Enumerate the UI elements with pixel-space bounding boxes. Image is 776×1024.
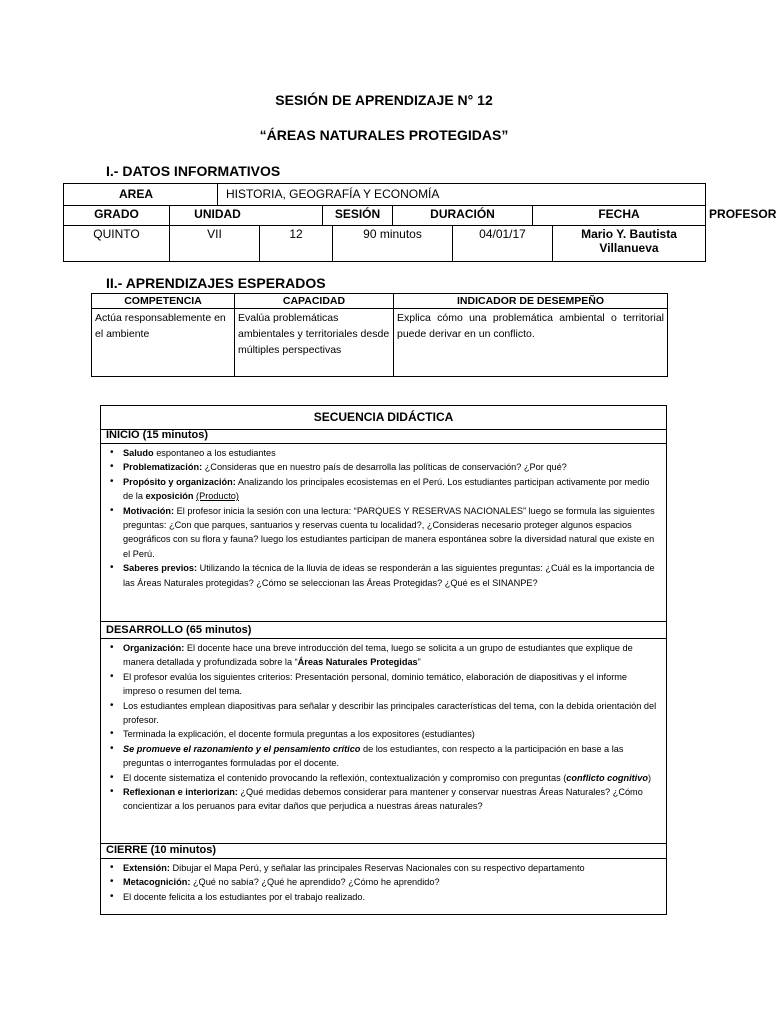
desarrollo-heading: DESARROLLO (65 minutos) [101,624,666,639]
list-item: • Saberes previos: Utilizando la técnica de la lluvia de ideas se responderán a las siguientes preguntas: ¿Cuál es la importancia de las Áreas Naturales protegidas? ¿Cómo se seleccionan las Áreas Protegidas? ¿Qué es el SINANPE? [123,561,660,590]
list-item: • Reflexionan e interiorizan: ¿Qué medidas debemos considerar para mantener y conservar nuestras Áreas Naturales? ¿Cómo concientizar a los peruanos para evitar daños que perjudica a nuestras áreas naturales? [123,785,660,814]
list-item: • Organización: El docente hace una breve introducción del tema, luego se solicita a un grupo de estudiantes que explique de manera detallada y profundizada sobre la “Áreas Naturales Protegidas” [123,641,660,670]
secuencia-title: SECUENCIA DIDÁCTICA [101,406,666,430]
inicio-section [101,429,666,621]
cierre-list [101,859,666,904]
aprendizajes-heading: II.- APRENDIZAJES ESPERADOS [106,275,326,291]
session-title: SESIÓN DE APRENDIZAJE N° 12 [275,92,493,108]
indicador-header: INDICADOR DE DESEMPEÑO [394,294,668,309]
inicio-list [101,444,666,590]
col-header: GRADO [64,206,170,226]
capacidad-header: CAPACIDAD [235,294,394,309]
competencia-value: Actúa responsablemente en el ambiente [92,309,235,377]
list-item: • El docente sistematiza el contenido provocando la reflexión, contextualización y compromiso con preguntas (conflicto cognitivo) [123,771,660,785]
col-header: UNIDAD [170,206,323,226]
cierre-section [101,843,666,914]
list-item: • Los estudiantes emplean diapositivas para señalar y describir las principales características del tema, con la debida orientación del profesor. [123,699,660,728]
datos-heading: I.- DATOS INFORMATIVOS [106,163,281,179]
list-item: • Metacognición: ¿Qué no sabía? ¿Qué he aprendido? ¿Cómo he aprendido? [123,875,660,889]
list-item: • Extensión: Dibujar el Mapa Perú, y señalar las principales Reservas Nacionales con su respectivo departamento [123,861,660,875]
capacidad-value: Evalúa problemáticas ambientales y territoriales desde múltiples perspectivas [235,309,394,377]
secuencia-didactica [100,405,667,915]
area-value: HISTORIA, GEOGRAFÍA Y ECONOMÍA [218,184,706,206]
area-label: AREA [64,184,218,206]
desarrollo-list [101,639,666,814]
list-item: • Problematización: ¿Consideras que en nuestro país de desarrolla las políticas de conservación? ¿Por qué? [123,460,660,474]
datos-values-table [63,225,706,262]
unidad-value: VII [170,226,260,262]
list-item: • Propósito y organización: Analizando los principales ecosistemas en el Perú. Los estudiantes participan activamente por medio de la exposición (Producto) [123,475,660,504]
fecha-value: 04/01/17 [453,226,553,262]
list-item: • Motivación: El profesor inicia la sesión con una lectura: “PARQUES Y RESERVAS NACIONALES” luego se formula las siguientes preguntas: ¿Con que parques, santuarios y reservas cuenta tu localidad?, ¿Consideras necesario proteger algunos espacios geográficos con su flora y fauna? luego los estudiantes participan de manera espontánea sobre la diversidad natural que existe en el Perú. [123,504,660,562]
sesion-value: 12 [260,226,333,262]
grado-value: QUINTO [64,226,170,262]
col-header: SESIÓN [323,206,393,226]
list-item: • El profesor evalúa los siguientes criterios: Presentación personal, dominio temático, elaboración de diapositivas y el informe impreso o resumen del tema. [123,670,660,699]
competencia-header: COMPETENCIA [92,294,235,309]
desarrollo-section [101,621,666,844]
col-header: DURACIÓN [393,206,533,226]
list-item: • Se promueve el razonamiento y el pensamiento crítico de los estudiantes, con respecto a la participación en base a las preguntas o interrogantes formuladas por el docente. [123,742,660,771]
cierre-heading: CIERRE (10 minutos) [101,844,666,859]
duracion-value: 90 minutos [333,226,453,262]
list-item: • El docente felicita a los estudiantes por el trabajo realizado. [123,890,660,904]
list-item: • Terminada la explicación, el docente formula preguntas a los expositores (estudiantes) [123,727,660,741]
inicio-heading: INICIO (15 minutos) [101,429,666,444]
session-subtitle: “ÁREAS NATURALES PROTEGIDAS” [259,127,509,143]
aprendizajes-table [91,293,668,377]
profesor-value: Mario Y. Bautista Villanueva [553,226,706,262]
datos-table: AREA HISTORIA, GEOGRAFÍA Y ECONOMÍA GRADO UNIDAD SESIÓN DURACIÓN FECHA PROFESOR [63,183,706,226]
list-item: • Saludo espontaneo a los estudiantes [123,446,660,460]
indicador-value: Explica cómo una problemática ambiental o territorial puede derivar en un conflicto. [394,309,668,377]
col-header: FECHA [533,206,706,226]
